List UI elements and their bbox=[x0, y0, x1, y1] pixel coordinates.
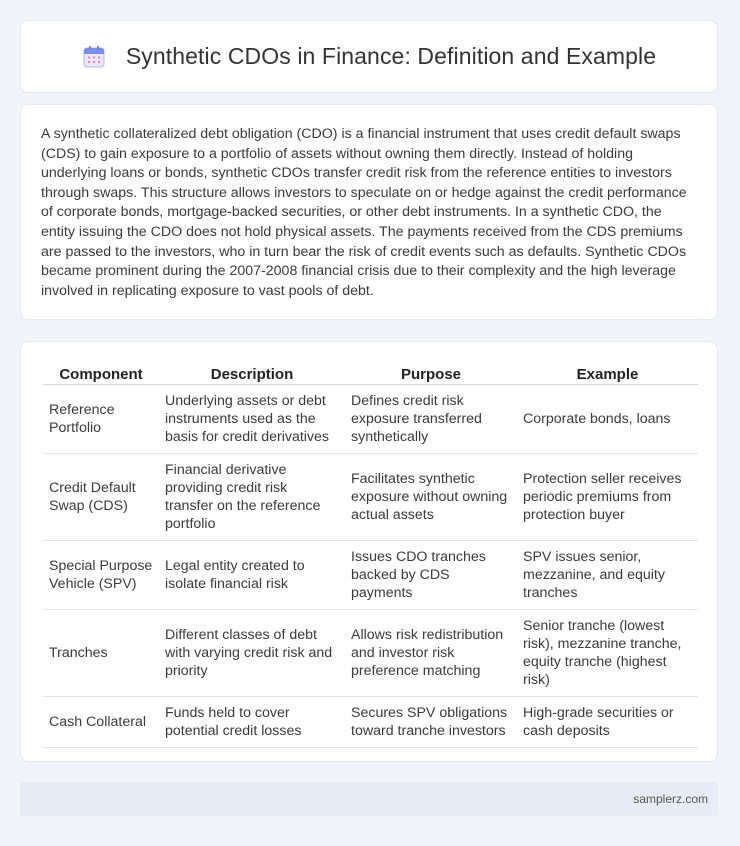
table-row bbox=[43, 454, 698, 541]
cell-component: Cash Collateral bbox=[43, 697, 159, 748]
cell-purpose: Secures SPV obligations toward tranche investors bbox=[345, 697, 517, 748]
cell-purpose: Facilitates synthetic exposure without owning actual assets bbox=[345, 454, 517, 541]
table-row bbox=[43, 610, 698, 697]
calendar-icon bbox=[82, 45, 106, 69]
page-title: Synthetic CDOs in Finance: Definition and Example bbox=[125, 43, 657, 69]
header-component: Component bbox=[43, 360, 159, 385]
table-card bbox=[20, 341, 718, 762]
table-row bbox=[43, 697, 698, 748]
cell-example: Protection seller receives periodic premiums from protection buyer bbox=[517, 454, 698, 541]
cell-description: Financial derivative providing credit risk transfer on the reference portfolio bbox=[159, 454, 345, 541]
cell-purpose: Allows risk redistribution and investor risk preference matching bbox=[345, 610, 517, 697]
cell-example: High-grade securities or cash deposits bbox=[517, 697, 698, 748]
table-row bbox=[43, 385, 698, 454]
intro-card bbox=[20, 104, 718, 320]
footer bbox=[20, 782, 718, 816]
cell-component: Credit Default Swap (CDS) bbox=[43, 454, 159, 541]
table-header-row bbox=[43, 360, 698, 385]
cell-description: Underlying assets or debt instruments used as the basis for credit derivatives bbox=[159, 385, 345, 454]
header-description: Description bbox=[159, 360, 345, 385]
cell-example: SPV issues senior, mezzanine, and equity tranches bbox=[517, 541, 698, 610]
cell-example: Corporate bonds, loans bbox=[517, 385, 698, 454]
cell-purpose: Defines credit risk exposure transferred synthetically bbox=[345, 385, 517, 454]
cell-description: Different classes of debt with varying credit risk and priority bbox=[159, 610, 345, 697]
components-table bbox=[43, 360, 698, 748]
title-wrap bbox=[82, 43, 656, 70]
footer-site-link[interactable]: samplerz.com bbox=[633, 792, 708, 806]
cell-component: Special Purpose Vehicle (SPV) bbox=[43, 541, 159, 610]
cell-purpose: Issues CDO tranches backed by CDS payments bbox=[345, 541, 517, 610]
cell-description: Legal entity created to isolate financial risk bbox=[159, 541, 345, 610]
header-example: Example bbox=[517, 360, 698, 385]
cell-component: Tranches bbox=[43, 610, 159, 697]
table-row bbox=[43, 541, 698, 610]
header-purpose: Purpose bbox=[345, 360, 517, 385]
cell-example: Senior tranche (lowest risk), mezzanine tranche, equity tranche (highest risk) bbox=[517, 610, 698, 697]
cell-component: Reference Portfolio bbox=[43, 385, 159, 454]
cell-description: Funds held to cover potential credit losses bbox=[159, 697, 345, 748]
title-card bbox=[20, 20, 718, 93]
intro-paragraph: A synthetic collateralized debt obligation (CDO) is a financial instrument that uses credit default swaps (CDS) to gain exposure to a portfolio of assets without owning them directly. Instead of holding underlying loans or bonds, synthetic CDOs transfer credit risk from the reference entities to investors through swaps. This structure allows investors to speculate on or hedge against the credit performance of corporate bonds, mortgage-backed securities, or other debt instruments. In a synthetic CDO, the entity issuing the CDO does not hold physical assets. The payments received from the CDS premiums are passed to the investors, who in turn bear the risk of credit events such as defaults. Synthetic CDOs became prominent during the 2007-2008 financial crisis due to their complexity and the high leverage involved in replicating exposure to vast pools of debt. bbox=[41, 126, 687, 299]
